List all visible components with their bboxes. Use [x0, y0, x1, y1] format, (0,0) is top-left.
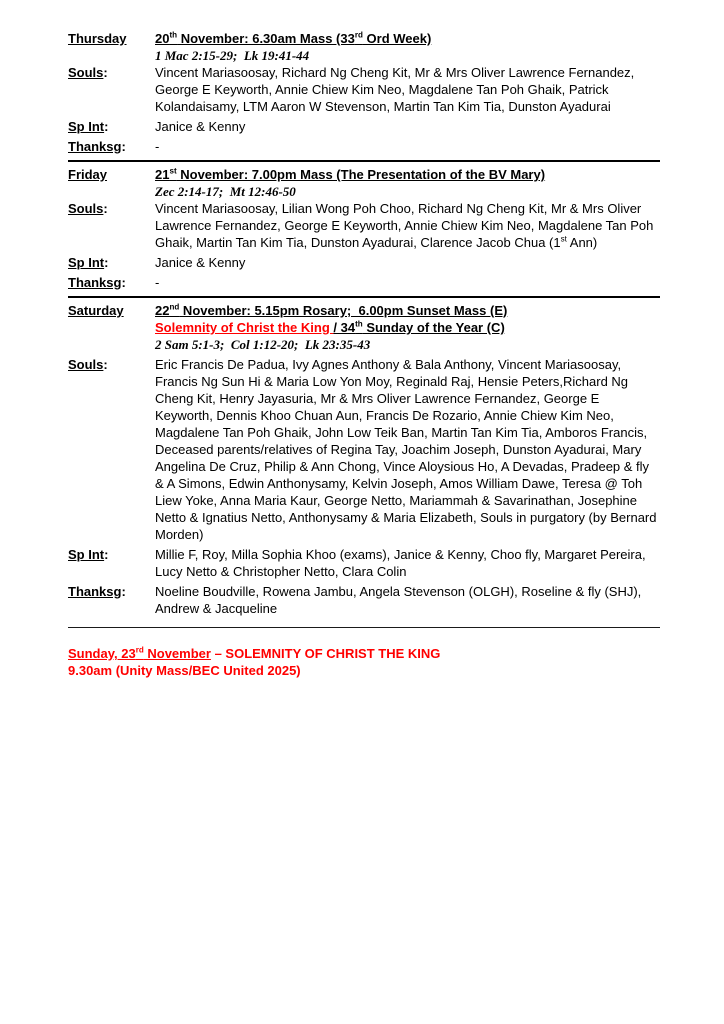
- section-divider: [68, 160, 660, 162]
- row-label-souls: Souls:: [68, 357, 108, 372]
- thanksgiving-list: -: [155, 139, 160, 154]
- row-label-thanksgiving: Thanksg:: [68, 275, 126, 290]
- mass-header: 20th November: 6.30am Mass (33rd Ord Week): [155, 30, 432, 46]
- special-intentions-list: Janice & Kenny: [155, 119, 246, 134]
- mass-header: 22nd November: 5.15pm Rosary; 6.00pm Sunset Mass (E): [155, 302, 508, 318]
- mass-header: 21st November: 7.00pm Mass (The Presentation of the BV Mary): [155, 166, 546, 182]
- header-block: [155, 30, 660, 64]
- day-label: Thursday: [68, 31, 127, 46]
- scripture-reference: 1 Mac 2:15-29; Lk 19:41-44: [155, 48, 310, 63]
- row-label-special-intentions: Sp Int:: [68, 547, 109, 562]
- souls-list: Vincent Mariasoosay, Lilian Wong Poh Choo, Richard Ng Cheng Kit, Mr & Mrs Oliver Lawrence Fernandez, George E Keyworth, Annie Chiew Kim Neo, Magdalene Tan Poh Ghaik, Martin Tan Kim Tia, Dunston Ayadurai, Clarence Jacob Chua (1st Ann): [155, 201, 658, 250]
- special-intentions-list: Janice & Kenny: [155, 255, 246, 270]
- sunday-notice: [68, 645, 660, 679]
- day-label: Saturday: [68, 303, 124, 318]
- row-label-souls: Souls:: [68, 201, 108, 216]
- row-label-thanksgiving: Thanksg:: [68, 584, 126, 599]
- thanksgiving-list: Noeline Boudville, Rowena Jambu, Angela Stevenson (OLGH), Roseline & fly (SHJ), Andrew & Jacqueline: [155, 584, 645, 616]
- header-block: [155, 302, 660, 353]
- souls-list: Eric Francis De Padua, Ivy Agnes Anthony & Bala Anthony, Vincent Mariasoosay, Francis Ng Sun Hi & Maria Low Yon Moy, Reginald Raj, Hensie Peters,Richard Ng Cheng Kit, Henry Jayasuria, Mr & Mrs Oliver Lawrence Fernandez, George E Keyworth, Dennis Khoo Chuan Aun, Francis De Rozario, Annie Chiew Kim Neo, Magdalene Tan Poh Ghaik, John Low Teik Ban, Martin Tan Kim Tia, Amboros Francis, Deceased parents/relatives of Regina Tay, Joachim Joseph, Dunston Ayadurai, Mary Angelina De Cruz, Philip & Ann Chong, Vince Aloysious Ho, A Devadas, Pradeep & fly & A Simons, Edwin Anthonysamy, Kelvin Joseph, Amos William Dawe, Teresa @ Toh Liew Yoke, Anna Maria Kaur, George Netto, Mariammah & Savarinathan, Josephine Netto & Ignatius Netto, Anthonysamy & Maria Elizabeth, Souls in purgatory (by Bernard Morden): [155, 357, 661, 542]
- souls-list: Vincent Mariasoosay, Richard Ng Cheng Kit, Mr & Mrs Oliver Lawrence Fernandez, George E Keyworth, Annie Chiew Kim Neo, Magdalene Tan Poh Ghaik, Patrick Kolandaisamy, LTM Aaron W Stevenson, Martin Tan Kim Tia, Dunston Ayadurai: [155, 65, 638, 114]
- row-label-souls: Souls:: [68, 65, 108, 80]
- mass-section-thursday: [68, 30, 660, 155]
- section-divider: [68, 296, 660, 298]
- footer-divider: [68, 627, 660, 628]
- sunday-notice-time: 9.30am (Unity Mass/BEC United 2025): [68, 663, 301, 678]
- special-intentions-list: Millie F, Roy, Milla Sophia Khoo (exams), Janice & Kenny, Choo fly, Margaret Pereira, Lucy Netto & Christopher Netto, Clara Colin: [155, 547, 650, 579]
- scripture-reference: 2 Sam 5:1-3; Col 1:12-20; Lk 23:35-43: [155, 337, 371, 352]
- mass-section-saturday: [68, 302, 660, 617]
- solemnity-header: Solemnity of Christ the King / 34th Sunday of the Year (C): [155, 319, 505, 335]
- scripture-reference: Zec 2:14-17; Mt 12:46-50: [155, 184, 296, 199]
- sunday-notice-title: Sunday, 23rd November – SOLEMNITY OF CHRIST THE KING: [68, 645, 441, 661]
- thanksgiving-list: -: [155, 275, 160, 290]
- header-block: [155, 166, 660, 200]
- row-label-special-intentions: Sp Int:: [68, 255, 109, 270]
- row-label-special-intentions: Sp Int:: [68, 119, 109, 134]
- mass-section-friday: [68, 166, 660, 291]
- row-label-thanksgiving: Thanksg:: [68, 139, 126, 154]
- day-label: Friday: [68, 167, 108, 182]
